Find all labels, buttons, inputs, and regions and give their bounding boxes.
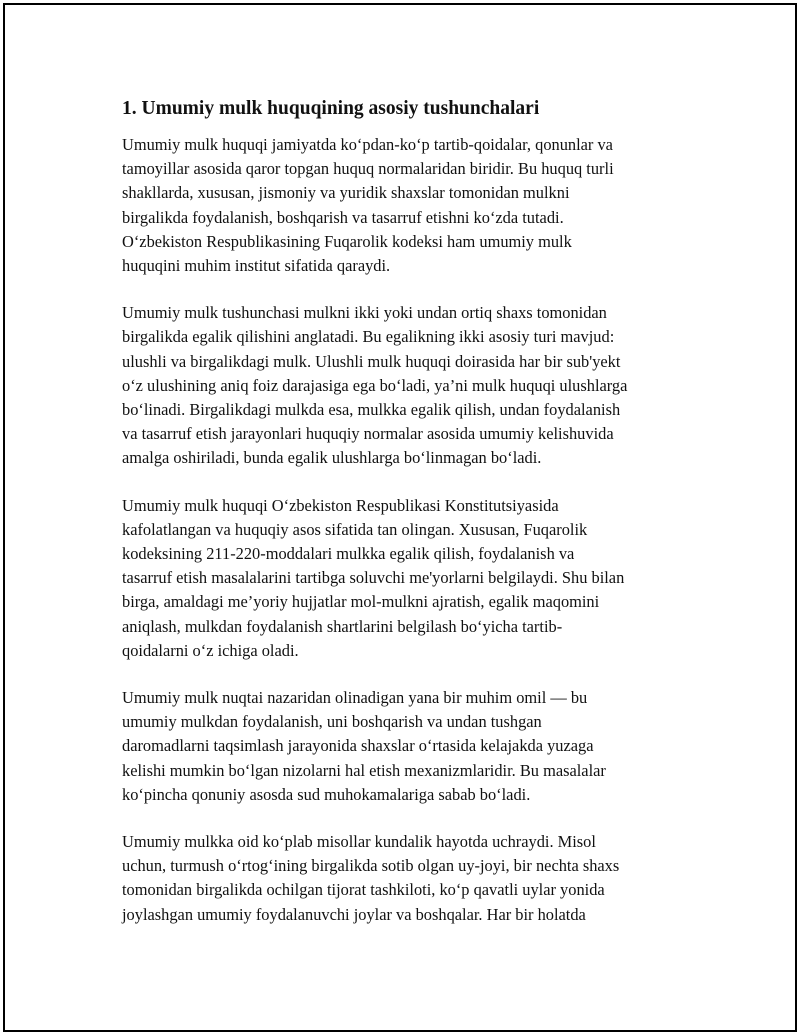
text-line: kelishi mumkin bo‘lgan nizolarni hal etish mexanizmlaridir. Bu masalalar — [122, 760, 606, 780]
text-line: kodeksining 211-220-moddalari mulkka egalik qilish, foydalanish va — [122, 544, 575, 564]
section-heading: 1. Umumiy mulk huquqining asosiy tushunchalari — [122, 98, 540, 119]
text-line: birgalikda egalik qilishini anglatadi. Bu egalikning ikki asosiy turi mavjud: — [122, 327, 615, 347]
text-line: tomonidan birgalikda ochilgan tijorat tashkiloti, ko‘p qavatli uylar yonida — [122, 880, 605, 900]
paragraph — [122, 133, 707, 278]
text-line: O‘zbekiston Respublikasining Fuqarolik kodeksi ham umumiy mulk — [122, 231, 572, 251]
paragraph — [122, 301, 707, 470]
text-line: Umumiy mulk tushunchasi mulkni ikki yoki undan ortiq shaxs tomonidan — [122, 303, 607, 323]
text-line: kafolatlangan va huquqiy asos sifatida tan olingan. Xususan, Fuqarolik — [122, 519, 588, 539]
text-line: umumiy mulkdan foydalanish, uni boshqarish va undan tushgan — [122, 712, 542, 732]
text-line: tamoyillar asosida qaror topgan huquq normalaridan biridir. Bu huquq turli — [122, 159, 614, 179]
text-line: birgalikda foydalanish, boshqarish va tasarruf etishni ko‘zda tutadi. — [122, 207, 564, 227]
text-line: Umumiy mulk huquqi O‘zbekiston Respublikasi Konstitutsiyasida — [122, 495, 559, 515]
paragraph — [122, 830, 707, 927]
text-line: birga, amaldagi me’yoriy hujjatlar mol-mulkni ajratish, egalik maqomini — [122, 592, 600, 612]
paragraph — [122, 686, 707, 807]
document-body — [122, 95, 707, 950]
paragraph — [122, 494, 707, 663]
text-line: tasarruf etish masalalarini tartibga soluvchi me'yorlarni belgilaydi. Shu bilan — [122, 568, 625, 588]
text-line: o‘z ulushining aniq foiz darajasiga ega bo‘ladi, ya’ni mulk huquqi ulushlarga — [122, 375, 628, 395]
text-line: Umumiy mulkka oid ko‘plab misollar kundalik hayotda uchraydi. Misol — [122, 832, 596, 852]
text-line: daromadlarni taqsimlash jarayonida shaxslar o‘rtasida kelajakda yuzaga — [122, 736, 594, 756]
text-line: Umumiy mulk nuqtai nazaridan olinadigan yana bir muhim omil — bu — [122, 688, 588, 708]
paragraph-list — [122, 133, 707, 927]
text-line: ulushli va birgalikdagi mulk. Ulushli mulk huquqi doirasida har bir sub'yekt — [122, 351, 621, 371]
text-line: ko‘pincha qonuniy asosda sud muhokamalariga sabab bo‘ladi. — [122, 784, 531, 804]
text-line: joylashgan umumiy foydalanuvchi joylar va boshqalar. Har bir holatda — [122, 904, 586, 924]
text-line: amalga oshiriladi, bunda egalik ulushlarga bo‘linmagan bo‘ladi. — [122, 448, 542, 468]
text-line: uchun, turmush o‘rtog‘ining birgalikda sotib olgan uy-joyi, bir nechta shaxs — [122, 856, 620, 876]
page-frame — [3, 3, 797, 1032]
text-line: bo‘linadi. Birgalikdagi mulkda esa, mulkka egalik qilish, undan foydalanish — [122, 400, 621, 420]
text-line: va tasarruf etish jarayonlari huquqiy normalar asosida umumiy kelishuvida — [122, 424, 614, 444]
text-line: shakllarda, xususan, jismoniy va yuridik shaxslar tomonidan mulkni — [122, 183, 570, 203]
text-line: huquqini muhim institut sifatida qaraydi. — [122, 256, 391, 276]
text-line: Umumiy mulk huquqi jamiyatda ko‘pdan-ko‘p tartib-qoidalar, qonunlar va — [122, 135, 613, 154]
text-line: aniqlash, mulkdan foydalanish shartlarini belgilash bo‘yicha tartib- — [122, 616, 563, 636]
text-line: qoidalarni o‘z ichiga oladi. — [122, 640, 299, 660]
